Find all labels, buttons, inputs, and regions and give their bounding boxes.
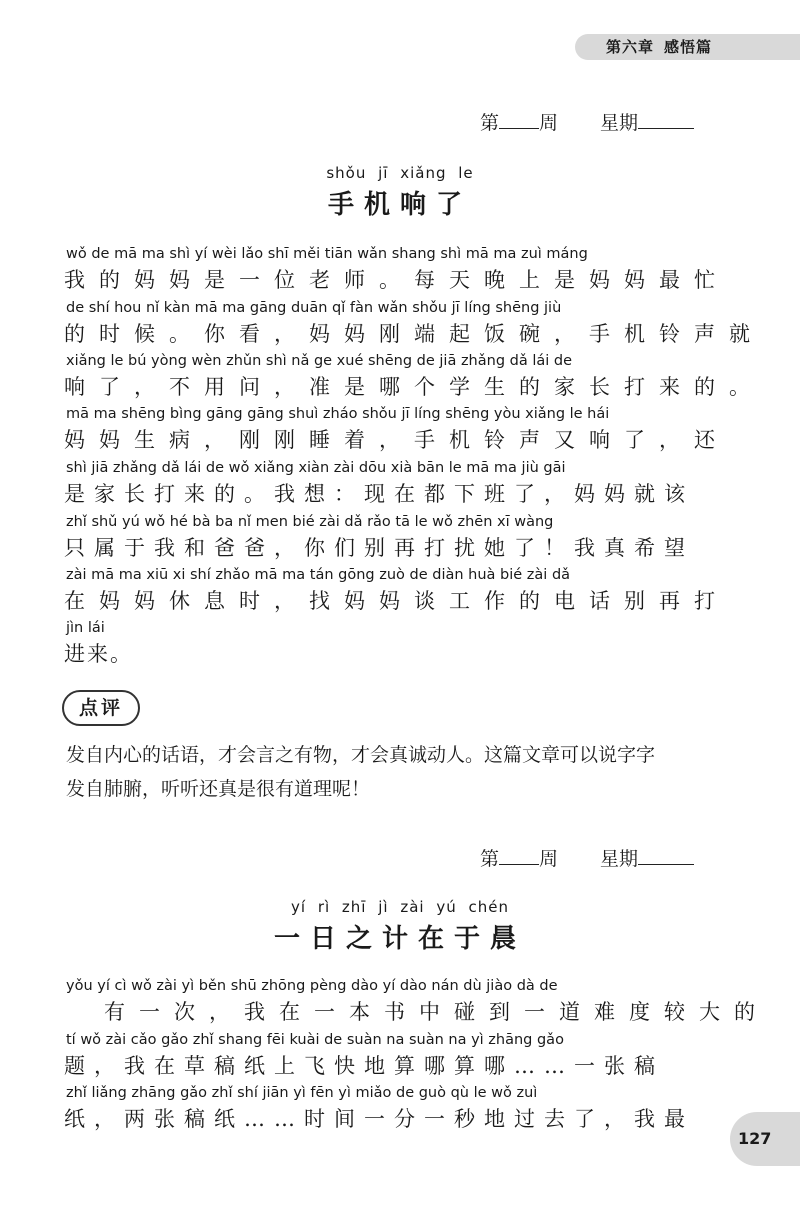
story-title: 一日之计在于晨 [273,924,526,954]
comment-badge: 点评 [62,690,140,726]
hanzi-line: 有一次，我在一本书中碰到一道难度较大的 [104,1000,769,1024]
hanzi-line: 在妈妈休息时，找妈妈谈工作的电话别再打 [64,589,729,613]
title-pinyin: yí rì zhī jì zài yú chén [291,898,509,916]
chapter-label: 第六章 [606,38,655,56]
hanzi-line: 的时候。你看，妈妈刚端起饭碗，手机铃声就 [64,322,764,346]
hanzi-line: 题，我在草稿纸上飞快地算哪算哪……一张稿 [64,1054,664,1078]
week-line: 第 周 星期 [480,844,694,871]
comment-text [66,738,726,806]
pinyin-line: xiǎng le bú yòng wèn zhǔn shì nǎ ge xué shēng de jiā zhǎng dǎ lái de [66,353,573,369]
pinyin-line: tí wǒ zài cǎo gǎo zhǐ shang fēi kuài de suàn na suàn na yì zhāng gǎo [66,1032,564,1048]
pinyin-line: zhǐ shǔ yú wǒ hé bà ba nǐ men bié zài dǎ rǎo tā le wǒ zhēn xī wàng [66,514,554,530]
story-title-block [0,898,800,955]
pinyin-line: mā ma shēng bìng gāng gāng shuì zháo shǒu jī líng shēng yòu xiǎng le hái [66,406,610,422]
story-title: 手机响了 [327,190,472,220]
pinyin-line: yǒu yí cì wǒ zài yì běn shū zhōng pèng dào yí dào nán dù jiào dà de [66,978,558,994]
pinyin-line: zhǐ liǎng zhāng gǎo zhǐ shí jiān yì fēn yì miǎo de guò qù le wǒ zuì [66,1085,538,1101]
week-blank[interactable] [499,848,539,865]
weekday-blank[interactable] [638,848,694,865]
pinyin-line: zài mā ma xiū xi shí zhǎo mā ma tán gōng zuò de diàn huà bié zài dǎ [66,567,571,583]
hanzi-line: 妈妈生病，刚刚睡着，手机铃声又响了，还 [64,428,729,452]
hanzi-line: 响了，不用问，准是哪个学生的家长打来的。 [64,375,764,399]
story-title-block [0,164,800,221]
pinyin-line: de shí hou nǐ kàn mā ma gāng duān qǐ fàn wǎn shǒu jī líng shēng jiù [66,300,562,316]
hanzi-line: 我的妈妈是一位老师。每天晚上是妈妈最忙 [64,268,729,292]
hanzi-line: 纸，两张稿纸……时间一分一秒地过去了，我最 [64,1107,694,1131]
title-pinyin: shǒu jī xiǎng le [326,164,474,182]
weekday-blank[interactable] [638,112,694,129]
pinyin-line: jìn lái [66,620,105,636]
hanzi-line: 进来。 [64,642,133,666]
comment-line-2: 发自肺腑，听听还真是很有道理呢！ [66,778,371,800]
pinyin-line: wǒ de mā ma shì yí wèi lǎo shī měi tiān wǎn shang shì mā ma zuì máng [66,246,588,262]
week-line: 第 周 星期 [480,108,694,135]
page-number: 127 [738,1129,772,1148]
hanzi-line: 只属于我和爸爸，你们别再打扰她了！我真希望 [64,536,694,560]
section-label: 感悟篇 [664,38,713,56]
chapter-header [606,34,722,60]
hanzi-line: 是家长打来的。我想：现在都下班了，妈妈就该 [64,482,694,506]
pinyin-line: shì jiā zhǎng dǎ lái de wǒ xiǎng xiàn zài dōu xià bān le mā ma jiù gāi [66,460,566,476]
week-blank[interactable] [499,112,539,129]
comment-line-1: 发自内心的话语，才会言之有物，才会真诚动人。这篇文章可以说字字 [66,744,656,766]
